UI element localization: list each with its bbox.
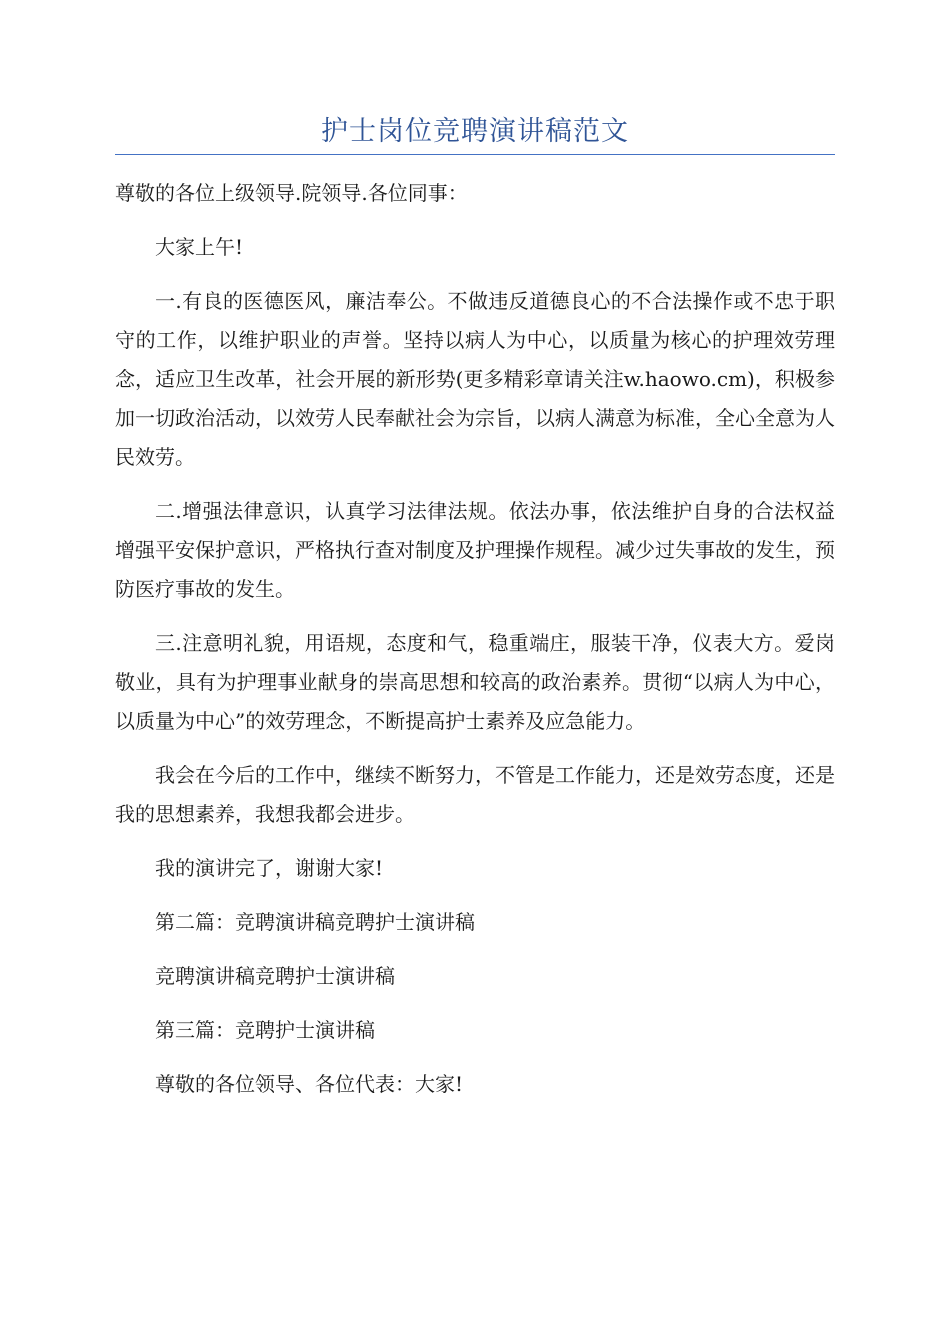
paragraph-point-three: 三.注意明礼貌，用语规，态度和气，稳重端庄，服装干净，仪表大方。爱岗敬业，具有为护理事业献身的崇高思想和较高的政治素养。贯彻“以病人为中心，以质量为中心”的效劳理念，不断提高护士素养及应急能力。	[115, 631, 835, 733]
section-subtitle-two: 竞聘演讲稿竞聘护士演讲稿	[155, 964, 395, 988]
paragraph-point-one: 一.有良的医德医风，廉洁奉公。不做违反道德良心的不合法操作或不忠于职守的工作，以维护职业的声誉。坚持以病人为中心，以质量为核心的护理效劳理念，适应卫生改革，社会开展的新形势(更多精彩章请关注w.haowo.cm)，积极参加一切政治活动，以效劳人民奉献社会为宗旨，以病人满意为标准，全心全意为人民效劳。	[115, 289, 835, 469]
paragraph-greeting: 大家上午!	[155, 235, 244, 259]
salutation: 尊敬的各位上级领导.院领导.各位同事：	[115, 181, 468, 205]
document-title: 护士岗位竞聘演讲稿范文	[321, 116, 629, 147]
paragraph-point-two: 二.增强法律意识，认真学习法律法规。依法办事，依法维护自身的合法权益增强平安保护意识，严格执行查对制度及护理操作规程。减少过失事故的发生，预防医疗事故的发生。	[115, 499, 835, 601]
paragraph-commitment: 我会在今后的工作中，继续不断努力，不管是工作能力，还是效劳态度，还是我的思想素养，我想我都会进步。	[115, 763, 835, 826]
document-body	[115, 174, 835, 1119]
section-heading-two: 第二篇：竞聘演讲稿竞聘护士演讲稿	[155, 910, 475, 934]
paragraph-closing: 我的演讲完了，谢谢大家!	[155, 856, 384, 880]
section-three-salutation: 尊敬的各位领导、各位代表：大家!	[155, 1072, 464, 1096]
section-heading-three: 第三篇：竞聘护士演讲稿	[155, 1018, 375, 1042]
title-underline	[115, 154, 835, 155]
